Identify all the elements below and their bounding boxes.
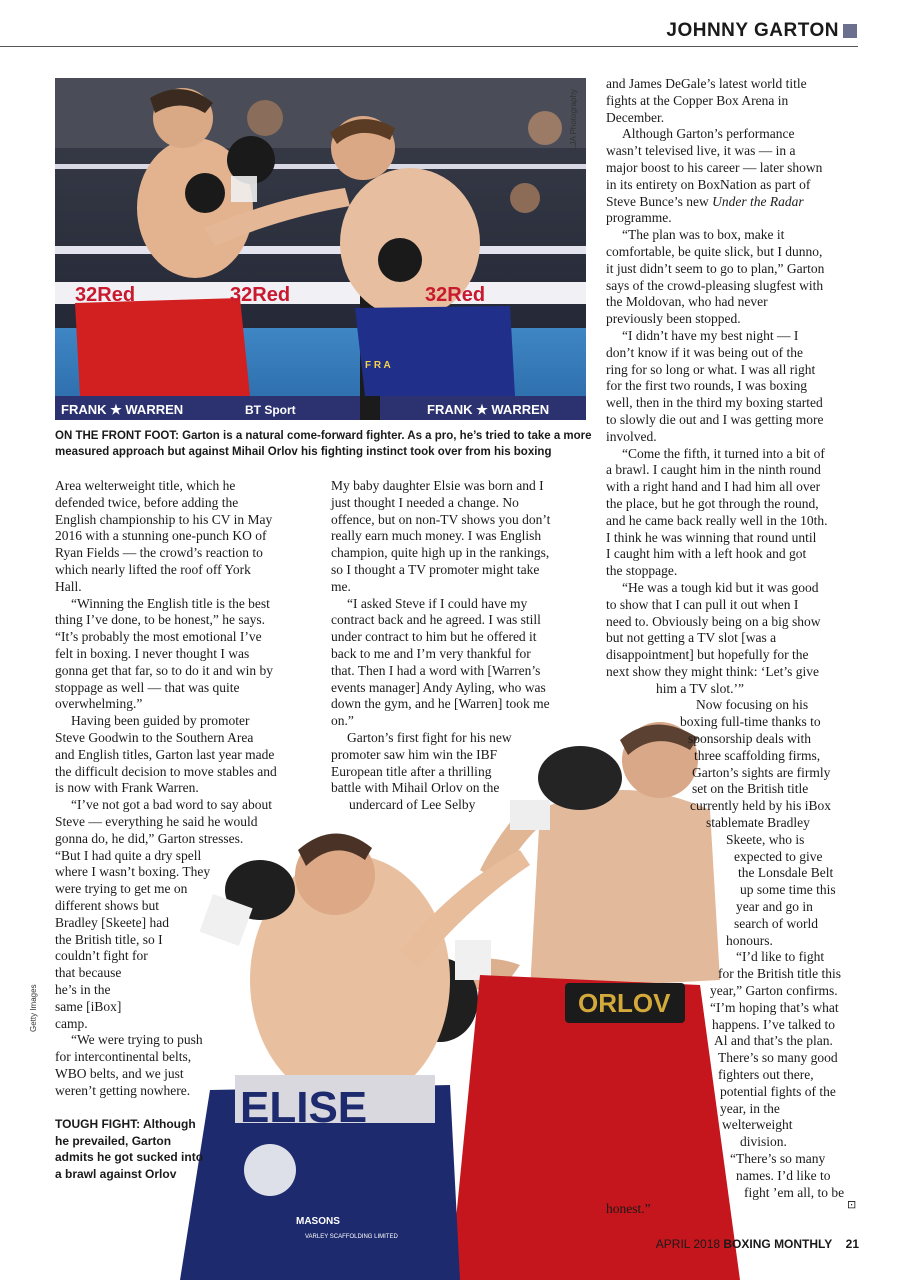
article-line: camp. (55, 1015, 88, 1031)
article-line: My baby daughter Elsie was born and I (331, 478, 544, 493)
article-line: he’s in the (55, 981, 111, 997)
article-line: Having been guided by promoter (71, 713, 250, 729)
article-line: the British title, so I (55, 931, 163, 947)
article-line: and English titles, Garton last year made (55, 746, 275, 762)
article-line: and he came back really well in the 10th. (606, 512, 828, 528)
top-ring-text-6: FRANK ★ WARREN (427, 402, 550, 417)
article-line: Steve — everything he said he would (55, 813, 258, 829)
article-line: previously been stopped. (606, 311, 741, 327)
article-line: division. (740, 1134, 787, 1150)
article-line: for the British title this (718, 966, 841, 982)
footer-issue: APRIL 2018 (655, 1237, 721, 1251)
article-line: gonna do, he did,” Garton stresses. (55, 830, 244, 846)
article-line: next show they might think: ‘Let’s give (606, 663, 819, 679)
article-line: thing I’ve done, to be honest,” he says. (55, 612, 265, 628)
article-line: “I’m hoping that’s what (710, 999, 839, 1015)
bottom-trunks-left: ELISE (240, 1083, 368, 1132)
article-line: under contract to him but he offered it (331, 629, 537, 645)
article-line: me. (331, 578, 351, 594)
article-line: sponsorship deals with (688, 731, 811, 747)
article-line: Al and that’s the plan. (714, 1033, 833, 1049)
article-line: battle with Mihail Orlov on the (331, 780, 500, 796)
article-line: “There’s so many (730, 1151, 826, 1166)
article-line: stoppage as well — that was quite (55, 679, 240, 695)
article-line: don’t know if it was being out of the (606, 344, 803, 360)
bottom-trunks-sponsor-sub: VARLEY SCAFFOLDING LIMITED (305, 1234, 398, 1240)
top-ring-text-3: 32Red (425, 284, 486, 306)
article-line: year, in the (720, 1100, 780, 1116)
article-line: fights at the Copper Box Arena in (606, 92, 789, 108)
article-line: December. (606, 109, 665, 125)
article-line: honours. (726, 932, 773, 948)
bottom-caption-text: Although he prevailed, Garton admits he got sucked into a brawl against Orlov (55, 1117, 204, 1181)
article-line: “Winning the English title is the best (71, 595, 270, 611)
article-line: Ryan Fields — the crowd’s reaction to (55, 545, 263, 561)
article-line: I caught him with a left hook and got (606, 546, 807, 562)
article-line: well, then in the third my boxing started (606, 395, 823, 411)
article-line: names. I’d like to (736, 1167, 831, 1183)
top-ring-text-1: 32Red (75, 284, 136, 306)
article-line: just thought I needed a change. No (331, 494, 519, 510)
article-line: on.” (331, 713, 354, 729)
top-ring-text-4: FRANK ★ WARREN (61, 402, 184, 417)
bottom-caption-label: TOUGH FIGHT: (55, 1117, 141, 1131)
article-line: There’s so many good (718, 1050, 838, 1066)
article-line: English championship to his CV in May (55, 511, 273, 527)
article-line: him a TV slot.’” (656, 680, 744, 696)
article-line: Bradley [Skeete] had (55, 914, 169, 930)
article-line: need to. Obviously being on a big show (606, 613, 821, 629)
page-header-title: JOHNNY GARTON (666, 20, 839, 41)
article-column-2 (331, 478, 593, 814)
article-line: search of world (734, 915, 818, 931)
article-line: “I asked Steve if I could have my (347, 595, 528, 611)
article-line: couldn’t fight for (55, 948, 148, 964)
article-line: back to me and I’m very thankful for (331, 645, 531, 661)
article-line: the place, but he got through the round, (606, 495, 819, 511)
article-line: so I thought a TV promoter might take (331, 561, 540, 577)
article-line: really earn much money. I was English (331, 528, 542, 544)
article-line: offence, but on non-TV shows you don’t (331, 511, 551, 527)
article-line: but not getting a TV slot [was a (606, 630, 777, 646)
article-line: “We were trying to push (71, 1032, 203, 1048)
article-line: stablemate Bradley (706, 815, 810, 831)
article-line: honest.” (606, 1201, 651, 1217)
article-line: set on the British title (692, 781, 809, 797)
article-line: in its entirety on BoxNation as part of (606, 176, 811, 192)
article-line: comfortable, be quite slick, but I dunno, (606, 243, 823, 259)
article-line: weren’t getting nowhere. (55, 1082, 191, 1098)
top-photo-caption (55, 428, 595, 460)
article-line: with a right hand and I had him all over (606, 479, 821, 495)
top-photo-credit: LJA Photography (569, 89, 578, 150)
article-line: “Come the fifth, it turned into a bit of (622, 445, 825, 461)
top-boxing-photo (55, 78, 586, 420)
article-line: down the gym, and he [Warren] took me (331, 696, 550, 712)
article-line: “I didn’t have my best night — I (622, 327, 799, 343)
article-line: that. Then I had a word with [Warren’s (331, 662, 541, 678)
article-line: to slowly die out and I was getting more (606, 411, 824, 427)
article-line: year and go in (736, 899, 813, 915)
article-line: Skeete, who is (726, 831, 805, 847)
article-line: undercard of Lee Selby (349, 797, 476, 813)
article-line: happens. I’ve talked to (712, 1016, 835, 1032)
article-column-1 (55, 478, 317, 1099)
article-line: same [iBox] (55, 998, 122, 1014)
article-column-3 (606, 76, 864, 1218)
article-line: the Moldovan, who had never (606, 294, 768, 310)
header-rule (0, 46, 858, 47)
article-line: promoter saw him win the IBF (331, 746, 498, 762)
article-line: to show that I can pull it out when I (606, 596, 799, 612)
article-line: for the first two rounds, I was boxing (606, 378, 807, 394)
end-of-article-icon: ⊡ (847, 1198, 857, 1211)
top-caption-label: ON THE FRONT FOOT: (55, 430, 179, 442)
article-line: Garton’s first fight for his new (347, 729, 512, 745)
article-line: “But I had quite a dry spell (55, 847, 202, 863)
article-line: defended twice, before adding the (55, 494, 239, 510)
top-ring-text-5: BT Sport (245, 403, 296, 417)
article-line: potential fights of the (720, 1083, 836, 1099)
article-line: the Lonsdale Belt (738, 865, 834, 881)
article-line: involved. (606, 428, 657, 444)
page-number: 21 (845, 1237, 859, 1251)
article-line: the stoppage. (606, 563, 678, 579)
article-line: Although Garton’s performance (622, 126, 795, 142)
article-line: overwhelming.” (55, 696, 143, 712)
top-ring-text-7: F R A (365, 360, 391, 371)
article-line: expected to give (734, 848, 823, 864)
article-line: “The plan was to box, make it (622, 227, 785, 243)
article-line: gonna get that far, so to do it and win by (55, 662, 274, 678)
article-line: where I wasn’t boxing. They (55, 864, 211, 880)
page-footer (656, 1237, 859, 1251)
article-line: welterweight (722, 1117, 793, 1133)
article-line: felt in boxing. I never thought I was (55, 645, 250, 661)
article-line: different shows but (55, 897, 159, 913)
footer-magazine: BOXING MONTHLY (723, 1237, 833, 1251)
article-line: and James DeGale’s latest world title (606, 76, 807, 91)
bottom-trunks-sponsor: MASONS (296, 1216, 340, 1227)
article-line: up some time this (740, 882, 836, 898)
article-line: Steve Bunce’s new Under the Radar (606, 193, 804, 209)
article-line: currently held by his iBox (690, 798, 831, 814)
article-line: ring for so long or what. I was all right (606, 361, 816, 377)
article-line: fighters out there, (718, 1067, 814, 1083)
article-line: Hall. (55, 578, 82, 594)
article-line: that because (55, 965, 122, 981)
article-line: Steve Goodwin to the Southern Area (55, 729, 254, 745)
article-line: I think he was winning that round until (606, 529, 817, 545)
article-line: a brawl. I caught him in the ninth round (606, 462, 821, 478)
article-line: contract back and he agreed. I was still (331, 612, 541, 628)
article-line: major boost to his career — later shown (606, 159, 823, 175)
article-line: for intercontinental belts, (55, 1049, 192, 1065)
article-line: Area welterweight title, which he (55, 478, 236, 493)
bottom-trunks-right: ORLOV (578, 988, 671, 1018)
article-line: wasn’t televised live, it was — in a (606, 143, 796, 159)
article-line: fight ’em all, to be (744, 1184, 845, 1200)
article-line: European title after a thrilling (331, 763, 492, 779)
bottom-photo-caption (55, 1116, 205, 1182)
article-line: “I’ve not got a bad word to say about (71, 797, 272, 813)
header-square-marker (843, 24, 857, 38)
article-line: Now focusing on his (696, 697, 809, 713)
article-line: were trying to get me on (55, 881, 188, 897)
article-line: champion, quite high up in the rankings, (331, 545, 550, 561)
article-line: disappointment] but hopefully for the (606, 647, 809, 663)
article-line: programme. (606, 210, 672, 226)
article-line: “It’s probably the most emotional I’ve (55, 629, 262, 645)
article-line: boxing full-time thanks to (680, 714, 821, 730)
article-line: which nearly lifted the roof off York (55, 561, 251, 577)
article-line: Garton’s sights are firmly (692, 764, 831, 780)
article-line: “I’d like to fight (736, 949, 825, 965)
article-line: it just didn’t seem to go to plan,” Garton (606, 260, 825, 276)
article-line: WBO belts, and we just (55, 1065, 184, 1081)
article-line: says of the crowd-pleasing slugfest with (606, 277, 824, 293)
top-ring-text-2: 32Red (230, 284, 291, 306)
article-line: three scaffolding firms, (694, 747, 821, 763)
article-line: “He was a tough kid but it was good (622, 579, 819, 595)
article-line: events manager] Andy Ayling, who was (331, 679, 546, 695)
article-line: year,” Garton confirms. (710, 983, 838, 999)
article-line: is now with Frank Warren. (55, 780, 199, 796)
bottom-photo-credit: Getty Images (29, 984, 38, 1032)
programme-title: Under the Radar (712, 193, 804, 209)
article-line: 2016 with a stunning one-punch KO of (55, 528, 267, 544)
top-caption-text: Garton is a natural come-forward fighter. As a pro, he’s tried to take a more measured approach but against Mihail Orlov his fighting instinct took over from his boxing (55, 430, 592, 458)
article-line: the difficult decision to move stables and (55, 763, 277, 779)
